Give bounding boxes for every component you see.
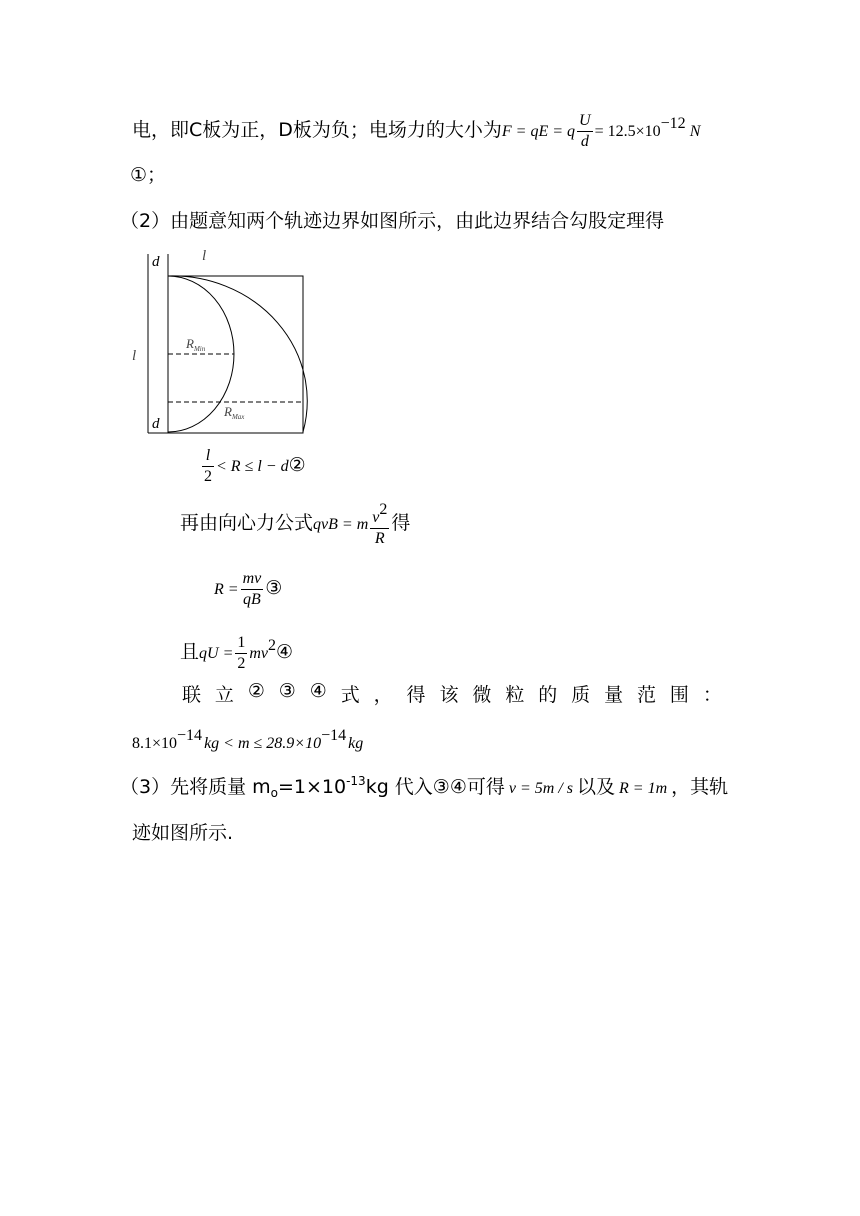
eq4-circle: ④ [276, 641, 294, 663]
combine-char: 量 [604, 684, 624, 706]
label-rmax-sub: Max [231, 413, 245, 421]
force-formula-prefix: F = qE = q [501, 123, 576, 140]
eq4-fraction [235, 633, 247, 674]
combine-char: 微 [472, 684, 492, 706]
part3-text-5: ，其轨 [671, 776, 729, 798]
eq2-fraction [202, 446, 214, 487]
combine-char: ， [373, 684, 393, 706]
label-d-bottom: d [152, 416, 160, 432]
eq4-rhs: mv [249, 645, 269, 662]
centripetal-after: 得 [391, 512, 411, 534]
label-rmax-r: R [224, 404, 232, 419]
label-l-left: l [132, 348, 137, 364]
mass-lower: 8.1×10 [132, 735, 178, 752]
combine-line [182, 680, 722, 707]
mass-mid: < m ≤ 28.9×10 [223, 735, 322, 752]
line-3: （2）由题意知两个轨迹边界如图所示，由此边界结合勾股定理得 [120, 210, 665, 232]
eq4-frac-num: 1 [235, 633, 247, 654]
eq4-frac-den: 2 [237, 655, 246, 672]
force-unit: N [689, 123, 701, 140]
part3-text-4: 以及 [577, 776, 616, 798]
part3-line [120, 766, 729, 801]
eq4-rhs-sup: 2 [268, 637, 277, 654]
part3-sub-o: o [270, 786, 278, 801]
part3-text-2: =1×10 [277, 776, 347, 798]
eq2-frac-num: l [202, 446, 214, 467]
eq2-rest: < R ≤ l − d [216, 458, 289, 475]
centripetal-v: v [372, 509, 380, 526]
force-frac-num: U [577, 111, 593, 132]
centripetal-text: 再由向心力公式 [180, 512, 314, 534]
centripetal-line [180, 500, 411, 547]
centripetal-formula: qvB = m [313, 516, 369, 533]
part3-v-formula: v = 5m / s [508, 780, 573, 797]
line-1-text: 电，即C板为正，D板为负；电场力的大小为 [132, 119, 502, 141]
mass-range [132, 722, 363, 750]
force-frac-den: d [580, 133, 589, 150]
combine-char: 围 [669, 684, 689, 706]
line-1 [132, 104, 701, 150]
line-2: ①； [130, 164, 167, 186]
eq3-frac-den: qB [243, 591, 261, 608]
centripetal-frac-num [370, 500, 389, 529]
eq2-frac-den: 2 [204, 468, 212, 485]
label-rmax [223, 404, 245, 421]
eq3-circle: ③ [265, 577, 283, 599]
eq4-prefix: 且 [180, 641, 200, 663]
equation-3 [214, 566, 282, 610]
force-fraction [577, 111, 593, 152]
combine-char: 粒 [505, 684, 525, 706]
combine-char: 得 [406, 684, 426, 706]
combine-char: 质 [571, 684, 591, 706]
mass-upper-unit: kg [348, 735, 364, 752]
mass-lower-exp: −14 [177, 727, 203, 744]
centripetal-fraction [370, 500, 389, 549]
part3-exp: -13 [346, 774, 366, 788]
equation-4 [180, 624, 294, 672]
combine-char: 立 [214, 684, 234, 706]
equation-2 [200, 443, 306, 487]
mass-lower-unit: kg [204, 735, 220, 752]
eq3-lhs: R = [214, 581, 239, 598]
label-rmin-r: R [186, 336, 194, 351]
last-line: 迹如图所示. [132, 822, 234, 844]
part3-text-3: kg 代入③④可得 [365, 776, 505, 798]
centripetal-frac-den: R [374, 530, 385, 547]
eq4-lhs: qU = [199, 645, 234, 662]
force-value: = 12.5×10 [594, 123, 661, 140]
label-rmin-sub: Min [193, 345, 206, 353]
eq3-fraction [241, 569, 264, 610]
combine-char: 式 [340, 684, 360, 706]
eq2-circle: ② [288, 454, 306, 476]
combine-char: 范 [637, 684, 657, 706]
combine-char: 的 [538, 684, 558, 706]
eq3-frac-num: mv [241, 569, 264, 590]
label-l-top: l [202, 248, 207, 264]
part3-r-formula: R = 1m [619, 780, 668, 797]
label-d-top: d [152, 254, 160, 270]
combine-char: 联 [182, 684, 202, 706]
combine-char: ④ [309, 680, 327, 702]
force-exponent: −12 [660, 115, 686, 132]
combine-char: ： [702, 684, 722, 706]
combine-char: ③ [278, 680, 296, 702]
label-rmin [185, 336, 206, 353]
part3-text-1: （3）先将质量 m [120, 776, 271, 798]
trajectory-diagram [128, 242, 318, 438]
combine-char: ② [247, 680, 265, 702]
combine-char: 该 [439, 684, 459, 706]
centripetal-v-sup: 2 [379, 501, 388, 518]
mass-upper-exp: −14 [321, 727, 347, 744]
